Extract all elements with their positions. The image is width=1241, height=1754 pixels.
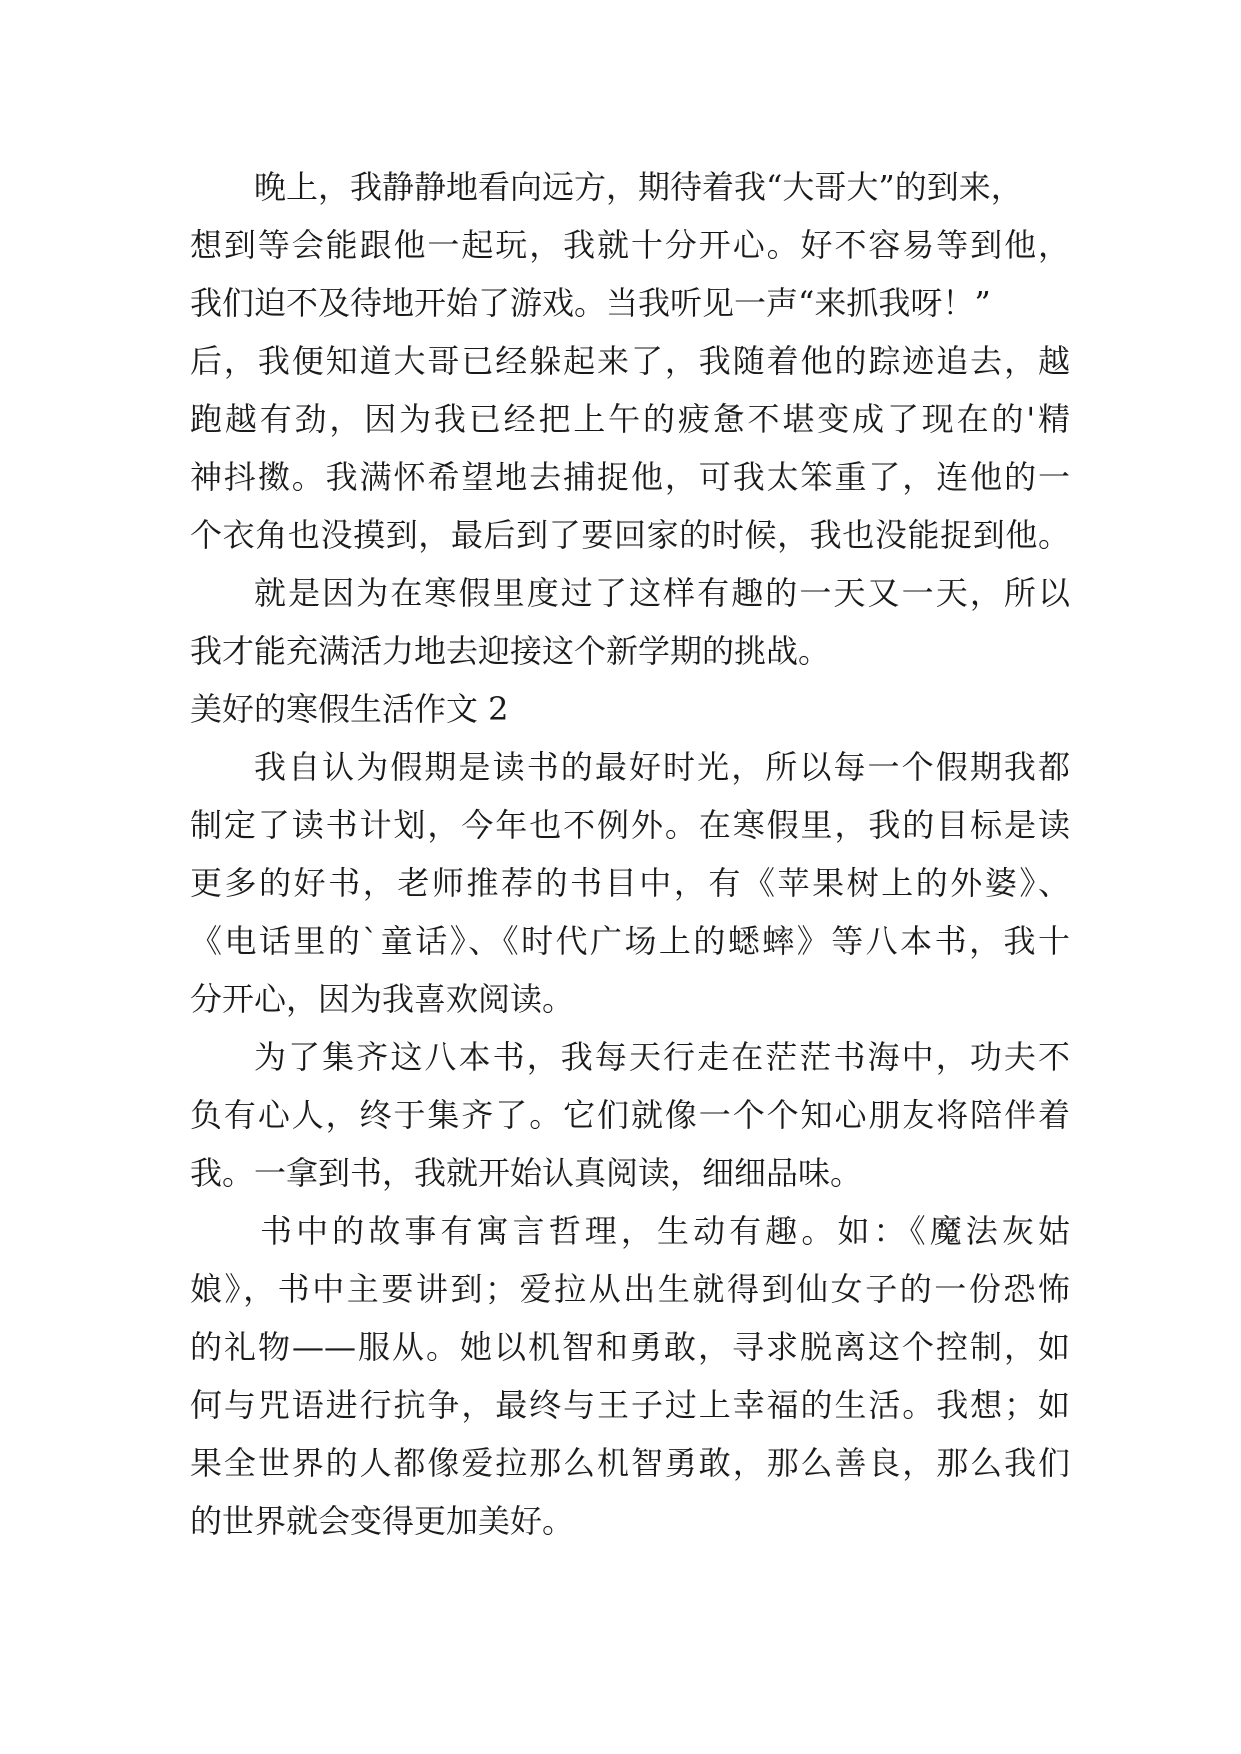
paragraph-line: 分开心，因为我喜欢阅读。 [190, 980, 575, 1018]
paragraph-line: 制定了读书计划，今年也不例外。在寒假里，我的目标是读 [190, 806, 1070, 844]
paragraph-line: 想到等会能跟他一起玩，我就十分开心。好不容易等到他， [190, 226, 1070, 264]
paragraph-line: 我。一拿到书，我就开始认真阅读，细细品味。 [190, 1154, 863, 1192]
paragraph-line: 何与咒语进行抗争，最终与王子过上幸福的生活。我想；如 [190, 1386, 1070, 1424]
paragraph-line: 更多的好书，老师推荐的书目中，有《苹果树上的外婆》、 [190, 864, 1070, 902]
paragraph-line: 《电话里的`童话》、《时代广场上的蟋蟀》等八本书，我十 [190, 922, 1070, 960]
paragraph-line: 跑越有劲，因为我已经把上午的疲惫不堪变成了现在的'精 [190, 400, 1070, 438]
paragraph-line: 个衣角也没摸到，最后到了要回家的时候，我也没能捉到他。 [190, 516, 1070, 554]
paragraph-line: 晚上，我静静地看向远方，期待着我“大哥大”的到来， [254, 168, 1023, 206]
paragraph-line: 我才能充满活力地去迎接这个新学期的挑战。 [190, 632, 831, 670]
paragraph-line: 我自认为假期是读书的最好时光，所以每一个假期我都 [254, 748, 1070, 786]
paragraph-line: 负有心人，终于集齐了。它们就像一个个知心朋友将陪伴着 [190, 1096, 1070, 1134]
paragraph-line: 的世界就会变得更加美好。 [190, 1502, 575, 1540]
paragraph-line: 就是因为在寒假里度过了这样有趣的一天又一天，所以 [254, 574, 1070, 612]
paragraph-line: 书中的故事有寓言哲理，生动有趣。如：《魔法灰姑 [260, 1212, 1070, 1250]
paragraph-line: 为了集齐这八本书，我每天行走在茫茫书海中，功夫不 [254, 1038, 1070, 1076]
section-title: 美好的寒假生活作文 2 [190, 690, 509, 728]
paragraph-line: 我们迫不及待地开始了游戏。当我听见一声“来抓我呀！” [190, 284, 991, 322]
paragraph-line: 娘》，书中主要讲到；爱拉从出生就得到仙女子的一份恐怖 [190, 1270, 1070, 1308]
paragraph-line: 后，我便知道大哥已经躲起来了，我随着他的踪迹追去，越 [190, 342, 1070, 380]
paragraph-line: 神抖擞。我满怀希望地去捕捉他，可我太笨重了，连他的一 [190, 458, 1070, 496]
paragraph-line: 的礼物——服从。她以机智和勇敢，寻求脱离这个控制，如 [190, 1328, 1070, 1366]
paragraph-line: 果全世界的人都像爱拉那么机智勇敢，那么善良，那么我们 [190, 1444, 1070, 1482]
